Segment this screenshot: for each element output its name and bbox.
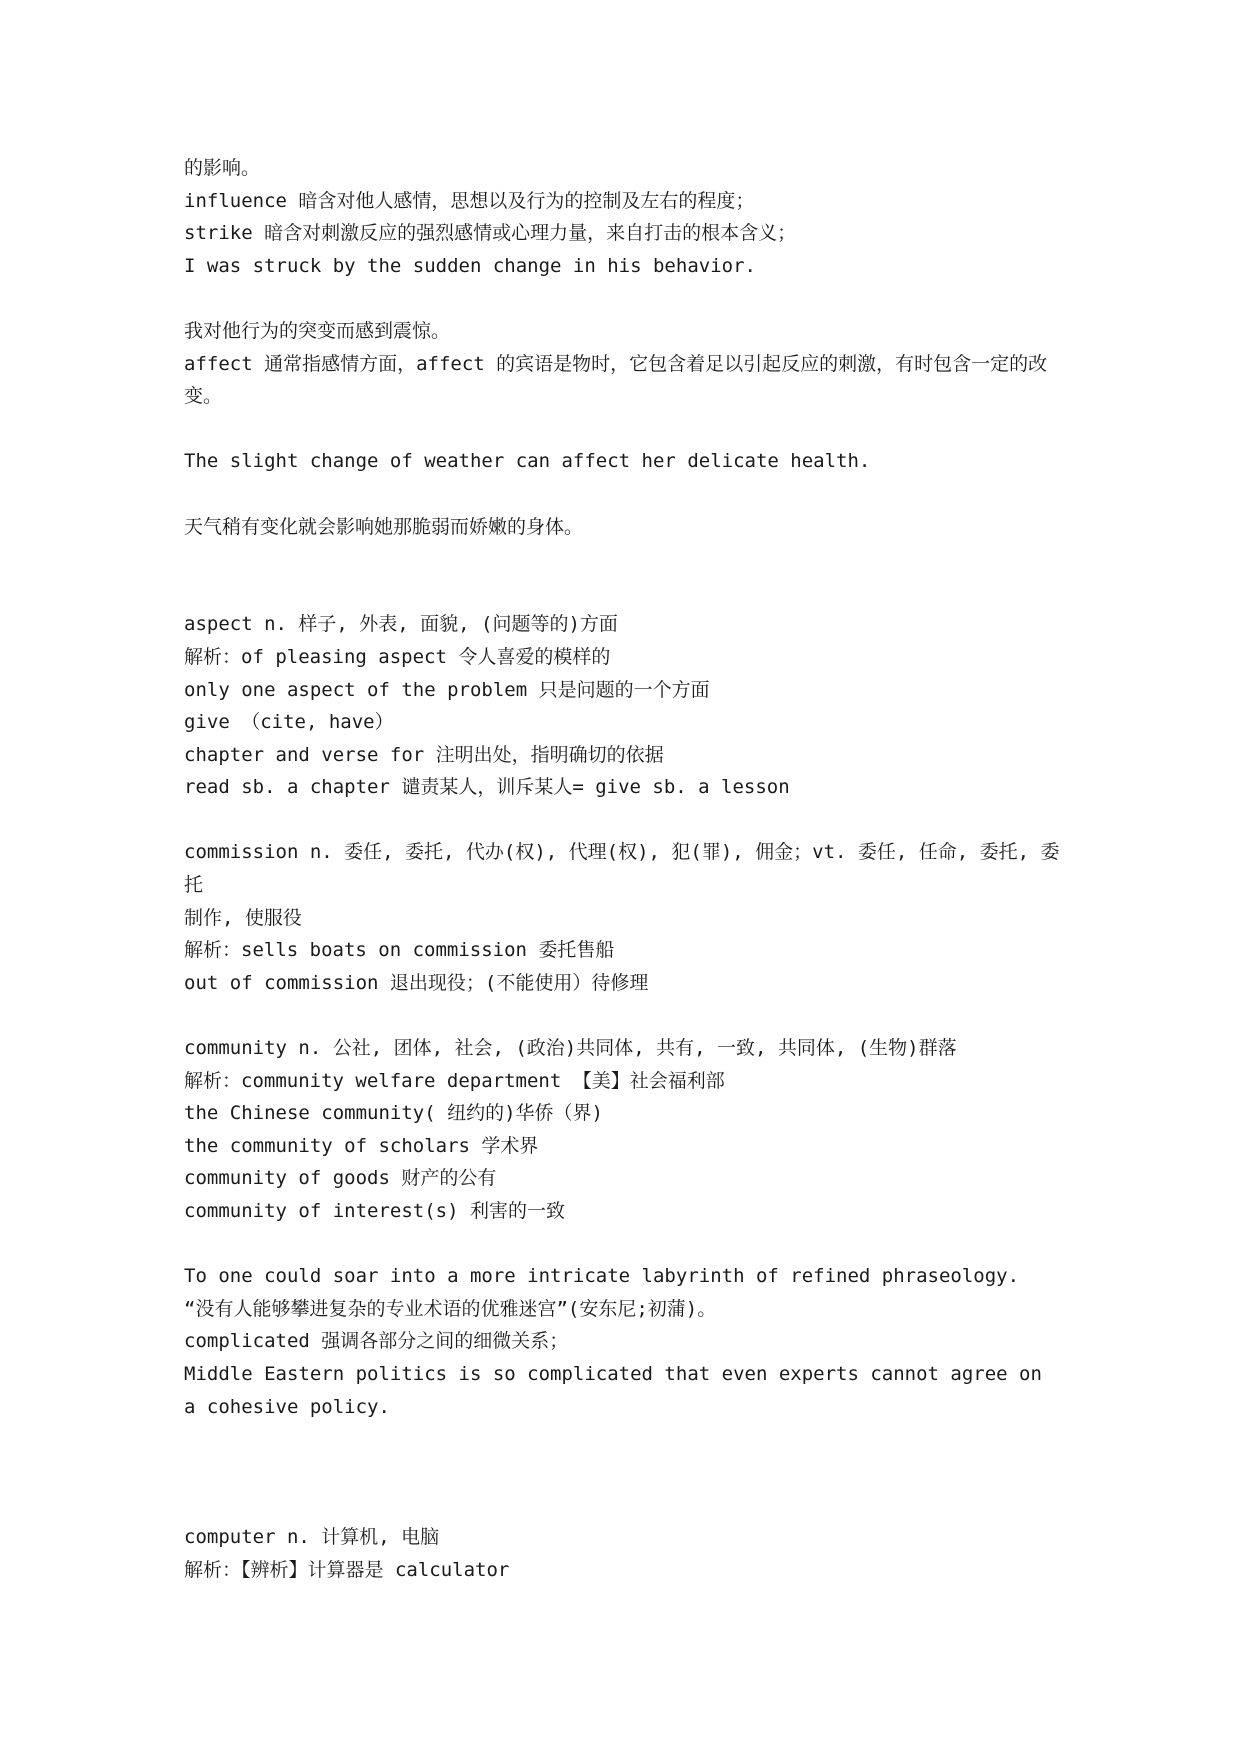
- document-body: [184, 152, 1064, 1586]
- text-line: strike 暗含对刺激反应的强烈感情或心理力量，来自打击的根本含义；: [184, 222, 797, 245]
- blank-line: [184, 413, 1064, 446]
- text-line: 的影响。: [184, 157, 261, 179]
- translation-line: 天气稍有变化就会影响她那脆弱而娇嫩的身体。: [184, 515, 584, 538]
- blank-line: [184, 804, 1064, 837]
- entry-analysis: 解析：sells boats on commission 委托售船: [184, 939, 615, 962]
- text-line: read sb. a chapter 谴责某人，训斥某人= give sb. a lesson: [184, 776, 790, 799]
- blank-line: [184, 543, 1064, 608]
- entry-headword: aspect n. 样子, 外表, 面貌, (问题等的)方面: [184, 613, 618, 636]
- entry-headword: commission n. 委任, 委托, 代办(权), 代理(权), 犯(罪), 佣金；vt. 委任, 任命, 委托, 委托: [184, 841, 1060, 897]
- translation-line: 我对他行为的突变而感到震惊。: [184, 319, 451, 342]
- text-line: the Chinese community( 纽约的)华侨（界): [184, 1102, 603, 1125]
- text-line: out of commission 退出现役；(不能使用）待修理: [184, 971, 649, 994]
- text-line: community of interest(s) 利害的一致: [184, 1200, 565, 1222]
- blank-line: [184, 478, 1064, 511]
- entry-analysis: 解析：community welfare department 【美】社会福利部: [184, 1069, 725, 1092]
- example-sentence: To one could soar into a more intricate labyrinth of refined phraseology.: [184, 1265, 1020, 1288]
- text-line: chapter and verse for 注明出处，指明确切的依据: [184, 743, 664, 766]
- text-paragraph: affect 通常指感情方面，affect 的宾语是物时，它包含着足以引起反应的刺激，有时包含一定的改变。: [184, 352, 1048, 408]
- text-line: influence 暗含对他人感情，思想以及行为的控制及左右的程度；: [184, 189, 755, 212]
- entry-analysis: 解析：of pleasing aspect 令人喜爱的模样的: [184, 645, 611, 668]
- example-sentence: I was struck by the sudden change in his behavior.: [184, 254, 756, 277]
- text-line: 制作, 使服役: [184, 906, 302, 929]
- translation-line: “没有人能够攀进复杂的专业术语的优雅迷宫”(安东尼;初蒲)。: [184, 1297, 717, 1320]
- text-line: only one aspect of the problem 只是问题的一个方面: [184, 678, 710, 701]
- text-line: complicated 强调各部分之间的细微关系；: [184, 1330, 569, 1353]
- blank-line: [184, 1423, 1064, 1521]
- blank-line: [184, 282, 1064, 315]
- text-line: give （cite, have）: [184, 711, 394, 734]
- entry-headword: community n. 公社, 团体, 社会, (政治)共同体, 共有, 一致, 共同体, (生物)群落: [184, 1037, 957, 1060]
- text-line: the community of scholars 学术界: [184, 1134, 539, 1157]
- entry-headword: computer n. 计算机, 电脑: [184, 1525, 440, 1548]
- example-sentence: The slight change of weather can affect her delicate health.: [184, 450, 871, 473]
- example-sentence: Middle Eastern politics is so complicated that even experts cannot agree on a cohesive policy.: [184, 1362, 1042, 1418]
- blank-line: [184, 999, 1064, 1032]
- text-line: community of goods 财产的公有: [184, 1167, 497, 1190]
- blank-line: [184, 1228, 1064, 1261]
- entry-analysis: 解析：【辨析】计算器是 calculator: [184, 1558, 510, 1581]
